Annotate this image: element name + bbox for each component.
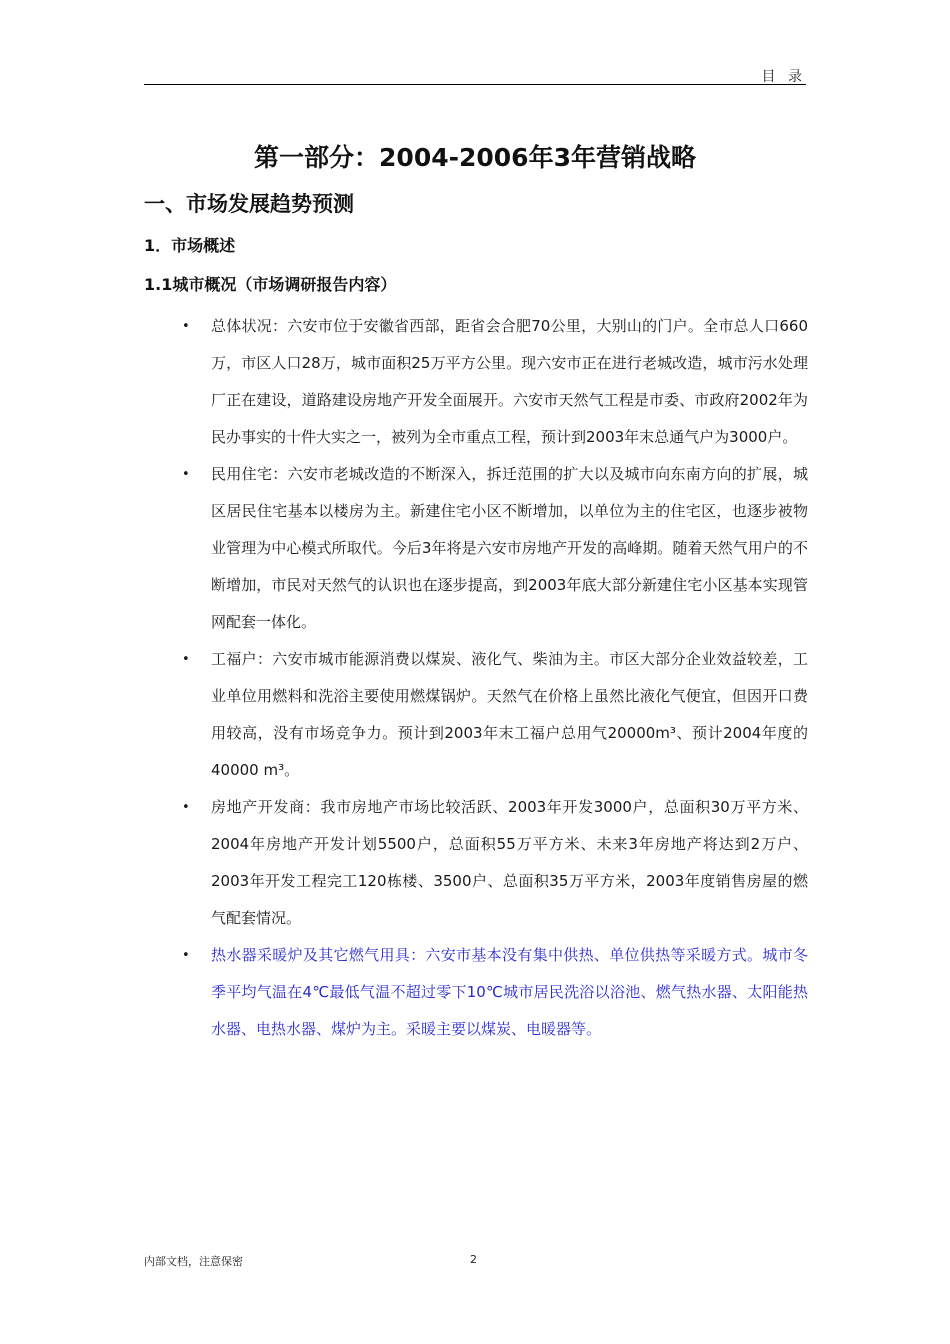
bullet-icon: •: [182, 652, 190, 667]
footer-confidential-note: 内部文档，注意保密: [144, 1255, 243, 1268]
list-item-real-estate: [144, 789, 808, 937]
part-title: 第一部分：2004-2006年3年营销战略: [254, 143, 696, 172]
list-item-overall-status: [144, 308, 808, 456]
list-item-text: 工福户：六安市城市能源消费以煤炭、液化气、柴油为主。市区大部分企业效益较差，工业单位用燃料和洗浴主要使用燃煤锅炉。天然气在价格上虽然比液化气便宜，但因开口费用较高，没有市场竞争力。预计到2003年末工福户总用气20000m³、预计2004年度的40000 m³。: [211, 650, 808, 779]
list-item-heaters: [144, 937, 808, 1048]
bullet-icon: •: [182, 800, 190, 815]
list-item-residential: [144, 456, 808, 641]
header-label: 目 录: [761, 69, 806, 85]
list-item-text: 热水器采暖炉及其它燃气用具：六安市基本没有集中供热、单位供热等采暖方式。城市冬季平均气温在4℃最低气温不超过零下10℃城市居民洗浴以浴池、燃气热水器、太阳能热水器、电热水器、煤炉为主。采暖主要以煤炭、电暖器等。: [211, 946, 808, 1038]
bullet-icon: •: [182, 319, 190, 334]
section-title: 一、市场发展趋势预测: [144, 192, 354, 216]
bullet-icon: •: [182, 948, 190, 963]
sub-subsection-title: 1.1城市概况（市场调研报告内容）: [144, 275, 397, 294]
list-item-text: 总体状况：六安市位于安徽省西部，距省会合肥70公里，大别山的门户。全市总人口660万，市区人口28万，城市面积25万平方公里。现六安市正在进行老城改造，城市污水处理厂正在建设，道路建设房地产开发全面展开。六安市天然气工程是市委、市政府2002年为民办事实的十件大实之一，被列为全市重点工程，预计到2003年末总通气户为3000户。: [211, 317, 808, 446]
header-divider: [144, 84, 806, 85]
list-item-text: 房地产开发商：我市房地产市场比较活跃、2003年开发3000户，总面积30万平方米、2004年房地产开发计划5500户，总面积55万平方米、未来3年房地产将达到2万户、2003年开发工程完工120栋楼、3500户、总面积35万平方米，2003年度销售房屋的燃气配套情况。: [211, 798, 808, 927]
list-item-industrial-commercial: [144, 641, 808, 789]
subsection-title: 1．市场概述: [144, 236, 236, 255]
list-item-text: 民用住宅：六安市老城改造的不断深入，拆迁范围的扩大以及城市向东南方向的扩展，城区居民住宅基本以楼房为主。新建住宅小区不断增加，以单位为主的住宅区，也逐步被物业管理为中心模式所取代。今后3年将是六安市房地产开发的高峰期。随着天然气用户的不断增加，市民对天然气的认识也在逐步提高，到2003年底大部分新建住宅小区基本实现管网配套一体化。: [211, 465, 808, 631]
city-overview-list: [144, 308, 808, 1048]
page-number: 2: [470, 1253, 477, 1266]
bullet-icon: •: [182, 467, 190, 482]
